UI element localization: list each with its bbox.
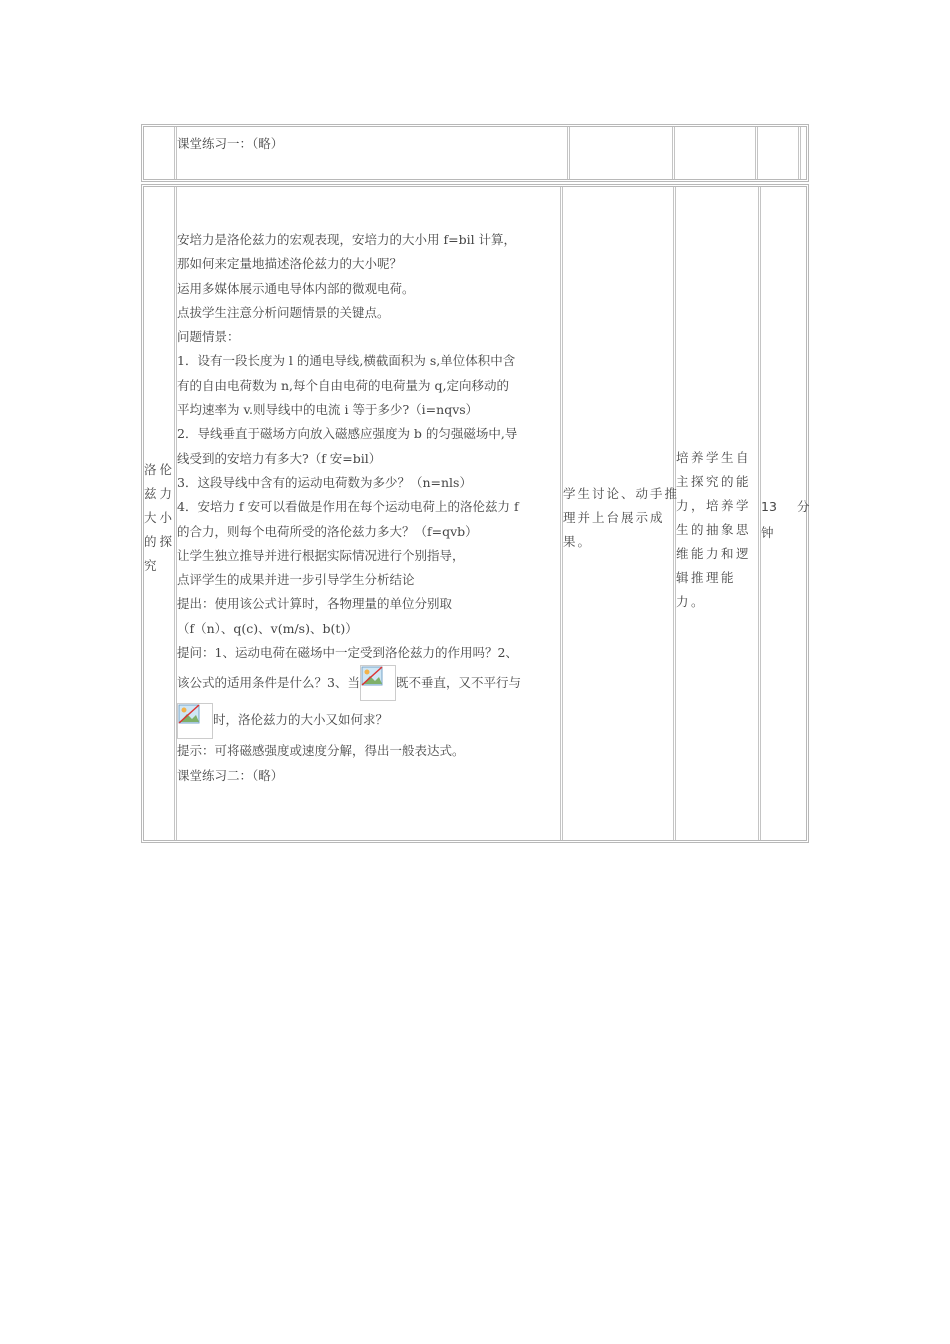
row1-topic-cell [144, 127, 177, 179]
content-line-with-image [177, 701, 567, 739]
content-line: 点评学生的成果并进一步引导学生分析结论 [177, 572, 415, 588]
content-line: 的合力，则每个电荷所受的洛伦兹力多大？（f=qvb） [177, 523, 478, 539]
student-activity-text: 学生讨论、动手推理并上台展示成果。 [563, 486, 680, 549]
content-line: 2．导线垂直于磁场方向放入磁感应强度为 b 的匀强磁场中,导 [177, 426, 518, 442]
inline-text: 既不垂直，又不平行与 [395, 675, 521, 691]
content-line: 线受到的安培力有多大?（f 安=bil） [177, 450, 382, 466]
content-line: 提示：可将磁感强度或速度分解，得出一般表达式。 [177, 743, 465, 759]
content-line-with-image [177, 665, 567, 701]
image-placeholder-icon [360, 665, 396, 701]
time-cell [761, 187, 809, 840]
student-activity-cell [563, 187, 680, 840]
time-number: 13 [761, 499, 777, 514]
time-unit: 分 [797, 499, 810, 514]
topic-text: 洛伦兹力大小的探究 [144, 462, 176, 573]
content-line: 1．设有一段长度为 l 的通电导线,横截面积为 s,单位体积中含 [177, 353, 516, 369]
content-line: 4．安培力 f 安可以看做是作用在每个运动电荷上的洛伦兹力 f [177, 499, 519, 515]
exercise-one-row [141, 124, 809, 182]
content-line: 点拔学生注意分析问题情景的关键点。 [177, 304, 390, 320]
content-line: 课堂练习二：（略） [177, 767, 284, 783]
goal-text: 培养学生自主探究的能力，培养学生的抽象思维能力和逻辑推理能力。 [676, 450, 752, 609]
time-unit: 钟 [761, 525, 774, 540]
content-line: 运用多媒体展示通电导体内部的微观电荷。 [177, 280, 415, 296]
row1-student-cell [570, 127, 675, 179]
row1-content-cell [177, 127, 570, 179]
content-line: 3．这段导线中含有的运动电荷数为多少？（n=nls） [177, 474, 472, 490]
content-text [177, 228, 567, 788]
content-line: （f（n）、q(c)、v(m/s)、b(t)） [177, 620, 358, 636]
content-line: 有的自由电荷数为 n,每个自由电荷的电荷量为 q,定向移动的 [177, 377, 509, 393]
content-line: 安培力是洛伦兹力的宏观表现，安培力的大小用 f=bil 计算， [177, 232, 517, 247]
content-line: 平均速率为 v.则导线中的电流 i 等于多少?（i=nqvs） [177, 402, 479, 418]
content-line: 那如何来定量地描述洛伦兹力的大小呢？ [177, 256, 403, 272]
goal-cell [676, 187, 761, 840]
topic-cell [144, 187, 177, 840]
image-placeholder-icon [177, 703, 213, 739]
inline-text: 时，洛伦兹力的大小又如何求？ [213, 712, 389, 728]
lorentz-force-row [141, 184, 809, 843]
content-cell [177, 187, 563, 840]
content-line: 提问：1、运动电荷在磁场中一定受到洛伦兹力的作用吗？2、 [177, 645, 518, 661]
content-line: 让学生独立推导并进行根据实际情况进行个别指导， [177, 547, 465, 563]
content-line: 提出：使用该公式计算时，各物理量的单位分别取 [177, 596, 453, 612]
row1-time-cell [758, 127, 801, 179]
inline-text: 该公式的适用条件是什么？3、当 [177, 675, 360, 691]
row1-goal-cell [675, 127, 758, 179]
content-line: 问题情景： [177, 329, 240, 345]
exercise-one-text: 课堂练习一：（略） [177, 136, 284, 151]
